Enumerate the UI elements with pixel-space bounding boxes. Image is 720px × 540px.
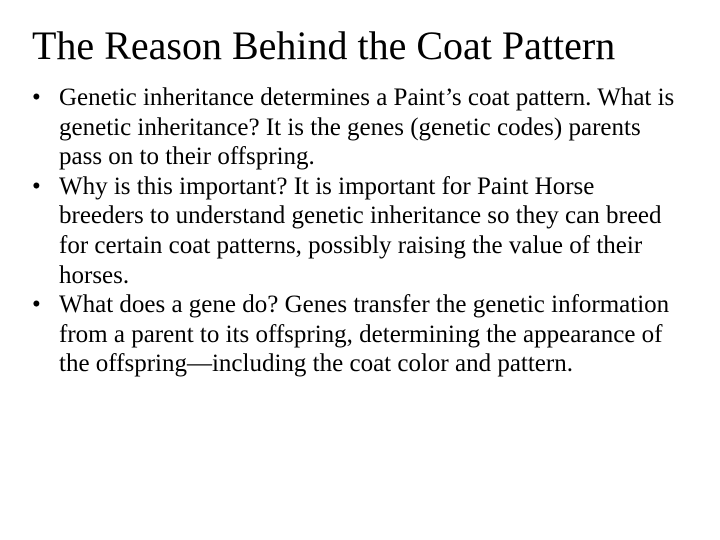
bullet-list (32, 83, 682, 379)
bullet-text: Why is this important? It is important for Paint Horse breeders to understand genetic inheritance so they can breed for certain coat patterns, possibly raising the value of their horses. (59, 172, 662, 289)
bullet-item (32, 290, 682, 379)
bullet-icon: • (32, 84, 41, 111)
bullet-icon: • (32, 291, 41, 319)
slide-title: The Reason Behind the Coat Pattern (32, 23, 616, 68)
bullet-text: Genetic inheritance determines a Paint’s coat pattern. What is genetic inheritance? It is the genes (genetic codes) parents pass on to their offspring. (59, 84, 675, 171)
bullet-text: What does a gene do? Genes transfer the genetic information from a parent to its offspring, determining the appearance of the offspring—including the coat color and pattern. (59, 291, 670, 378)
bullet-item (32, 172, 682, 290)
bullet-icon: • (32, 172, 41, 200)
bullet-item (32, 83, 682, 172)
